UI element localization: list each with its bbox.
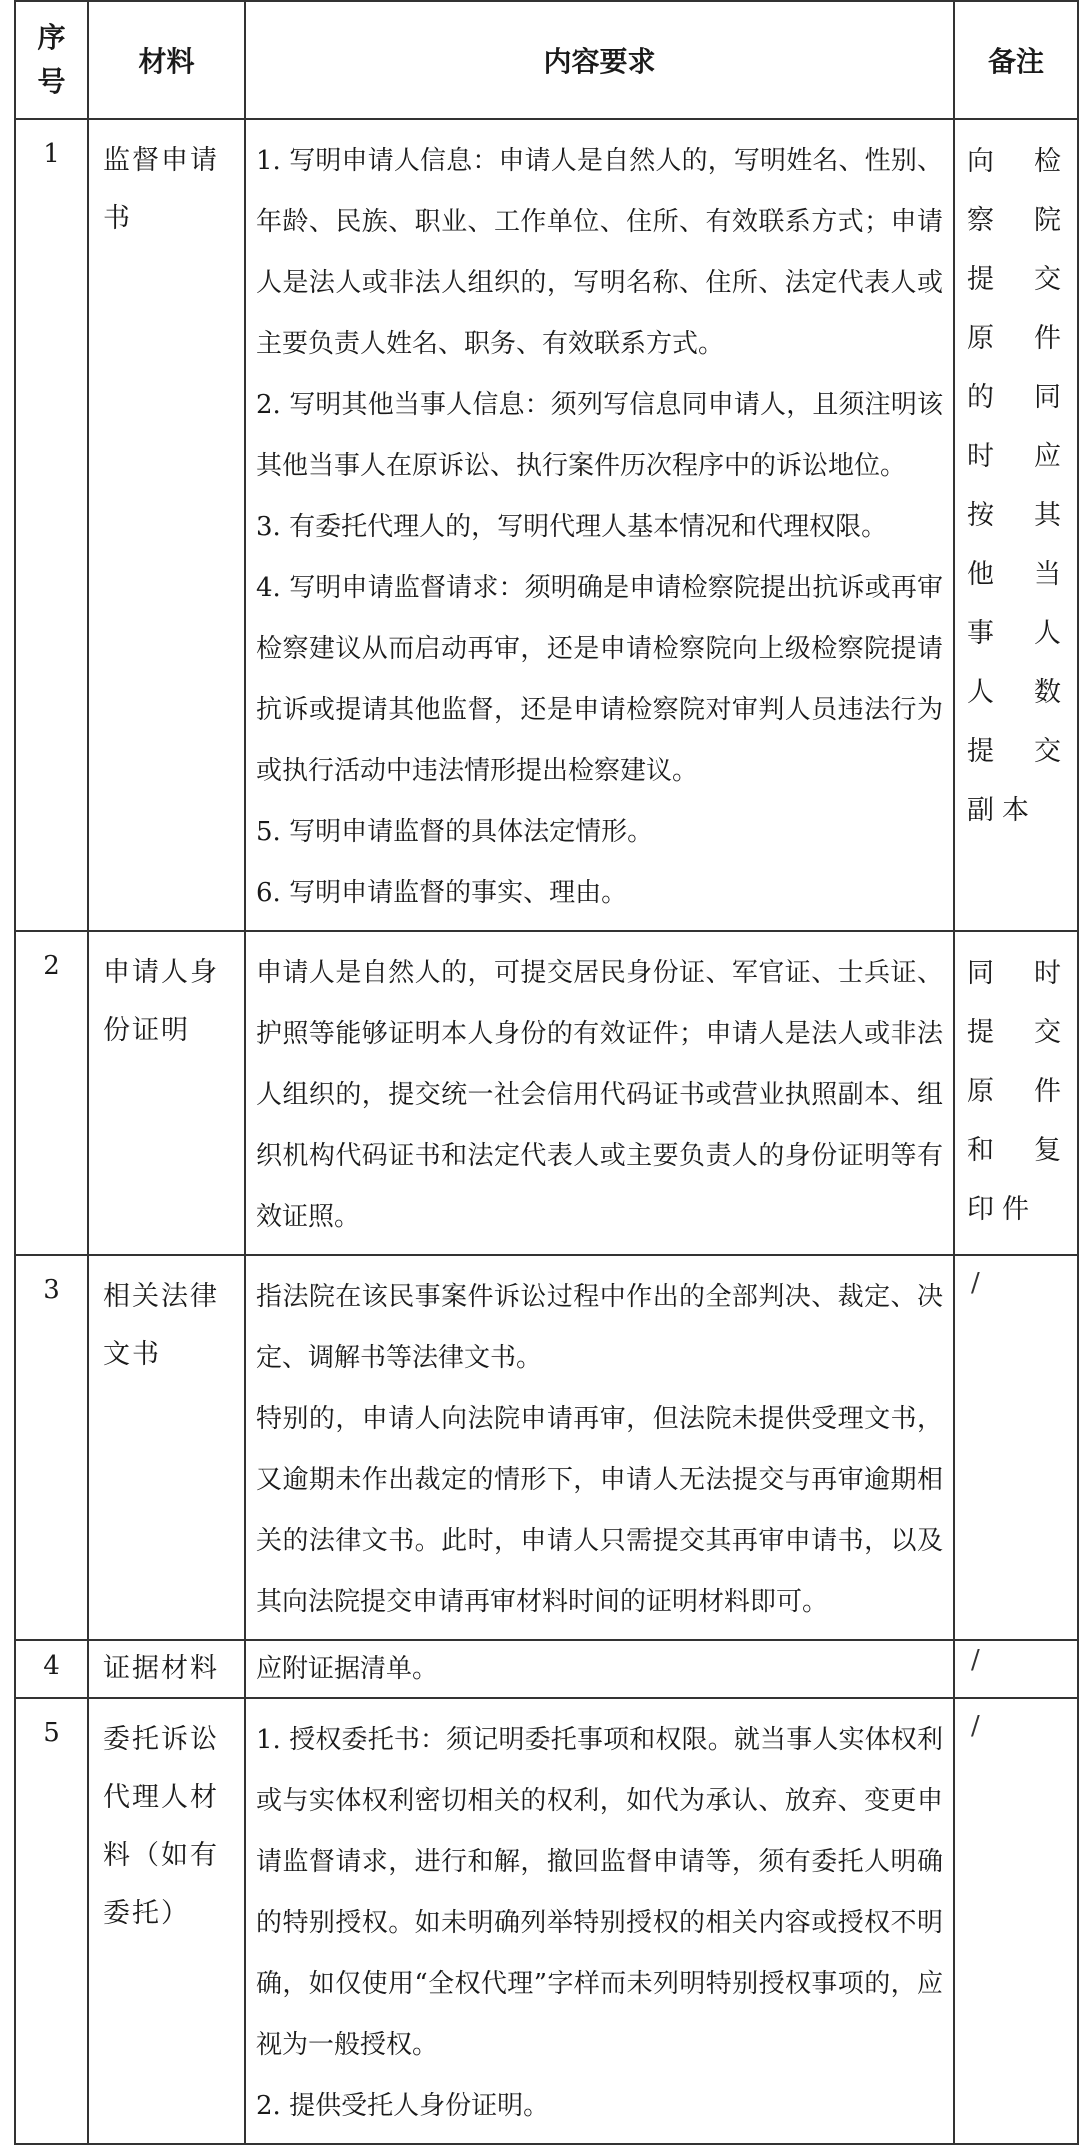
content-paragraph: 1. 授权委托书：须记明委托事项和权限。就当事人实体权利或与实体权利密切相关的权利，如代为承认、放弃、变更申请监督请求，进行和解，撤回监督申请等，须有委托人明确的特别授权。如未明确列举特别授权的相关内容或授权不明确，如仅使用“全权代理”字样而未列明特别授权事项的，应视为一般授权。 xyxy=(256,1725,943,2060)
row-note: / xyxy=(954,1640,1078,1698)
header-content-requirements: 内容要求 xyxy=(245,1,954,119)
content-paragraph: 应附证据清单。 xyxy=(256,1654,439,1684)
table-row xyxy=(15,1698,1078,2144)
content-paragraph: 2. 提供受托人身份证明。 xyxy=(256,2091,550,2121)
row-number: 3 xyxy=(15,1255,88,1640)
content-paragraph: 3. 有委托代理人的，写明代理人基本情况和代理权限。 xyxy=(256,512,888,542)
content-paragraph: 特别的，申请人向法院申请再审，但法院未提供受理文书，又逾期未作出裁定的情形下，申请人无法提交与再审逾期相关的法律文书。此时，申请人只需提交其再审申请书，以及其向法院提交申请再审材料时间的证明材料即可。 xyxy=(256,1404,943,1617)
table-row xyxy=(15,931,1078,1255)
row-number: 5 xyxy=(15,1698,88,2144)
row-content xyxy=(245,1640,954,1698)
row-number: 1 xyxy=(15,119,88,931)
content-paragraph: 申请人是自然人的，可提交居民身份证、军官证、士兵证、护照等能够证明本人身份的有效证件；申请人是法人或非法人组织的，提交统一社会信用代码证书或营业执照副本、组织机构代码证书和法定代表人或主要负责人的身份证明等有效证照。 xyxy=(256,958,943,1232)
content-paragraph: 4. 写明申请监督请求：须明确是申请检察院提出抗诉或再审检察建议从而启动再审，还是申请检察院向上级检察院提请抗诉或提请其他监督，还是申请检察院对审判人员违法行为或执行活动中违法情形提出检察建议。 xyxy=(256,573,943,786)
row-number: 2 xyxy=(15,931,88,1255)
row-note: 同时提交原件和复印件 xyxy=(954,931,1078,1255)
row-note: / xyxy=(954,1698,1078,2144)
content-paragraph: 5. 写明申请监督的具体法定情形。 xyxy=(256,817,654,847)
row-content xyxy=(245,1255,954,1640)
table-row xyxy=(15,1640,1078,1698)
row-note: 向检察院提交原件的同时应按其他当事人人数提交副本 xyxy=(954,119,1078,931)
row-material: 证据材料 xyxy=(88,1640,245,1698)
row-material: 申请人身份证明 xyxy=(88,931,245,1255)
row-material: 委托诉讼代理人材料（如有委托） xyxy=(88,1698,245,2144)
materials-table xyxy=(14,0,1079,2145)
content-paragraph: 指法院在该民事案件诉讼过程中作出的全部判决、裁定、决定、调解书等法律文书。 xyxy=(256,1282,943,1373)
row-content xyxy=(245,1698,954,2144)
table-header-row xyxy=(15,1,1078,119)
row-content xyxy=(245,931,954,1255)
row-material: 监督申请书 xyxy=(88,119,245,931)
table-row xyxy=(15,119,1078,931)
table-row xyxy=(15,1255,1078,1640)
content-paragraph: 6. 写明申请监督的事实、理由。 xyxy=(256,878,628,908)
header-material: 材料 xyxy=(88,1,245,119)
header-note: 备注 xyxy=(954,1,1078,119)
header-serial-number: 序 号 xyxy=(15,1,88,119)
content-paragraph: 1. 写明申请人信息：申请人是自然人的，写明姓名、性别、年龄、民族、职业、工作单位、住所、有效联系方式；申请人是法人或非法人组织的，写明名称、住所、法定代表人或主要负责人姓名、职务、有效联系方式。 xyxy=(256,146,943,359)
content-paragraph: 2. 写明其他当事人信息：须列写信息同申请人，且须注明该其他当事人在原诉讼、执行案件历次程序中的诉讼地位。 xyxy=(256,390,943,481)
row-note: / xyxy=(954,1255,1078,1640)
row-content xyxy=(245,119,954,931)
row-material: 相关法律文书 xyxy=(88,1255,245,1640)
row-number: 4 xyxy=(15,1640,88,1698)
